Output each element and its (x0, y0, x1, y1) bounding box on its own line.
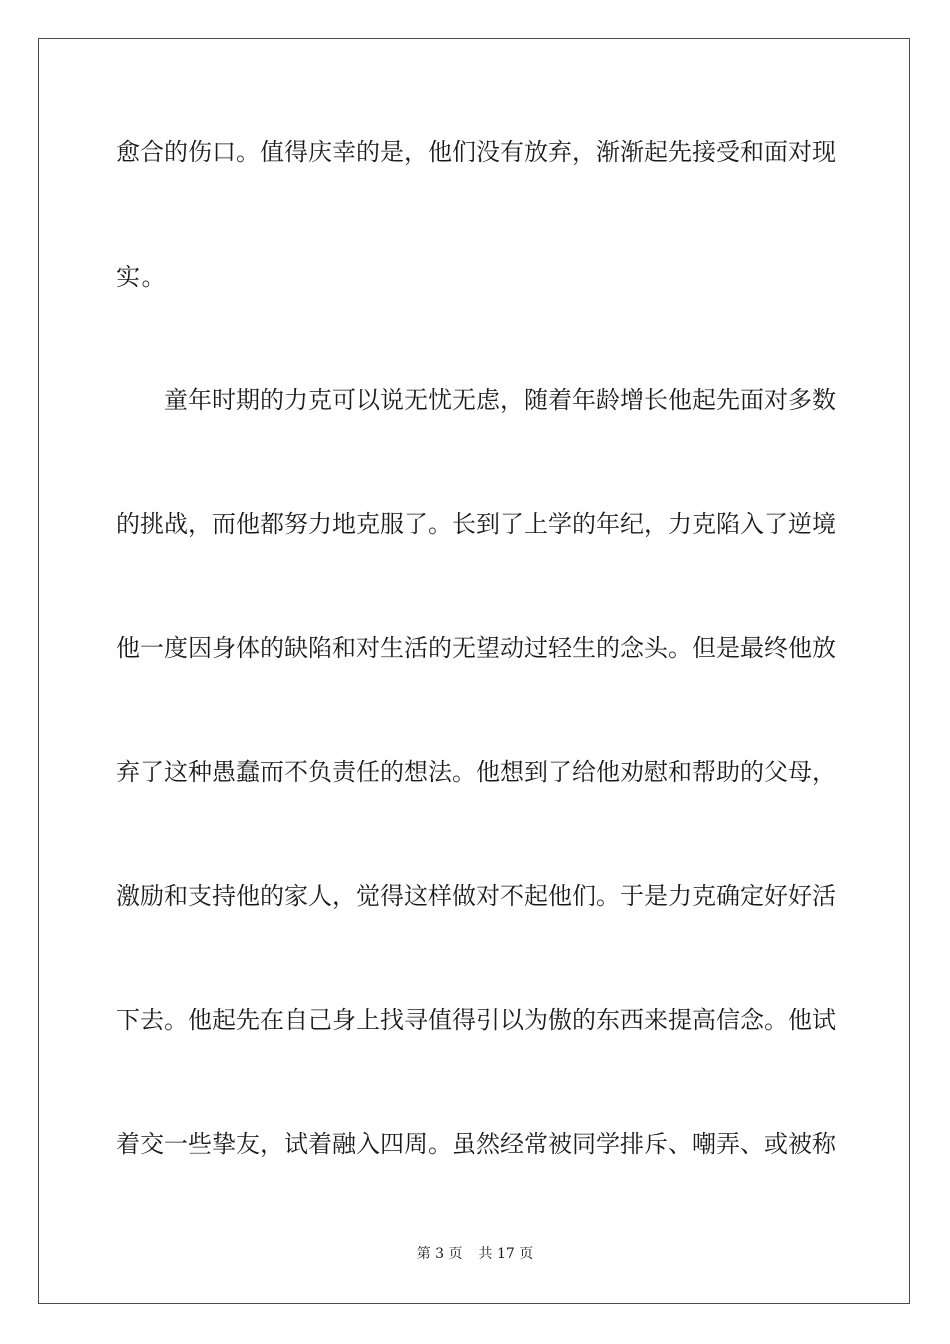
text-line-7: 激励和支持他的家人，觉得这样做对不起他们。于是力克确定好好活 (116, 882, 836, 910)
page-number: 第 3 页 (416, 1246, 463, 1262)
text-line-9: 着交一些挚友，试着融入四周。虽然经常被同学排斥、嘲弄、或被称 (116, 1130, 836, 1158)
text-line-3: 童年时期的力克可以说无忧无虑，随着年龄增长他起先面对多数 (164, 386, 836, 414)
text-line-4: 的挑战，而他都努力地克服了。长到了上学的年纪，力克陷入了逆境 (116, 510, 836, 538)
text-line-1: 愈合的伤口。值得庆幸的是，他们没有放弃，渐渐起先接受和面对现 (116, 138, 836, 166)
page-total: 共 17 页 (478, 1246, 534, 1262)
text-line-8: 下去。他起先在自己身上找寻值得引以为傲的东西来提高信念。他试 (116, 1006, 836, 1034)
text-line-5: 他一度因身体的缺陷和对生活的无望动过轻生的念头。但是最终他放 (116, 634, 836, 662)
page-border (38, 38, 910, 1304)
page-footer (0, 1245, 950, 1263)
text-line-2: 实。 (116, 263, 167, 291)
text-line-6: 弃了这种愚蠢而不负责任的想法。他想到了给他劝慰和帮助的父母， (116, 758, 836, 786)
